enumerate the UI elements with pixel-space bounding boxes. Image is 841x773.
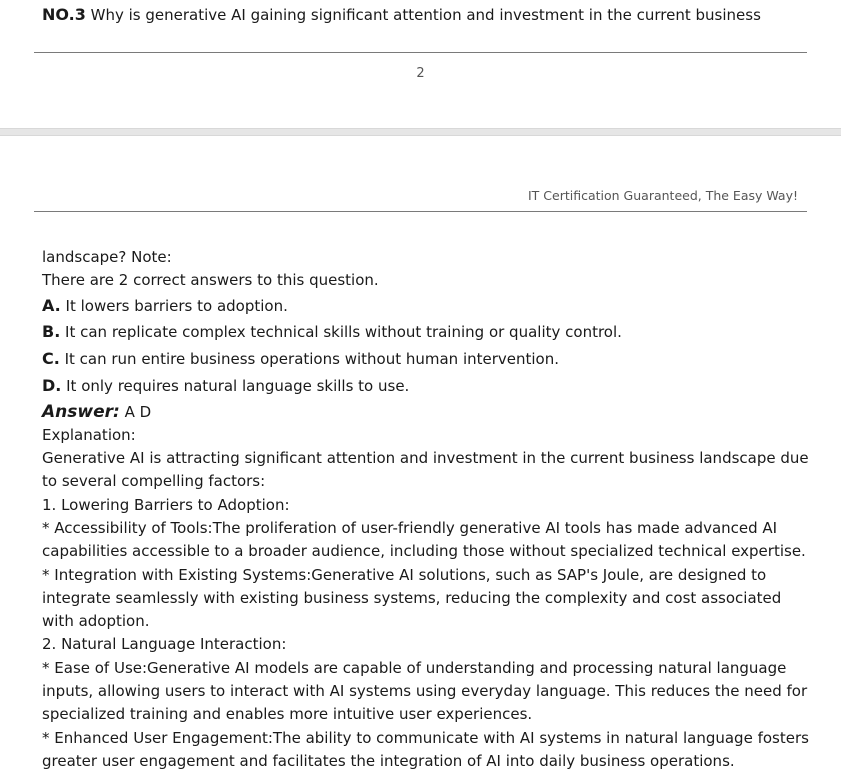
page-body: [42, 246, 812, 773]
option-text: It lowers barriers to adoption.: [60, 296, 288, 315]
explanation-paragraph: * Accessibility of Tools:The proliferation of user-friendly generative AI tools has made advanced AI capabilities accessible to a broader audience, including those without specialized technical expertise.: [42, 518, 806, 561]
explanation-heading: 1. Lowering Barriers to Adoption:: [42, 495, 290, 514]
option-b: [42, 319, 812, 346]
option-letter: D.: [42, 375, 62, 395]
explanation-paragraph: Generative AI is attracting significant attention and investment in the current business landscape due to several compelling factors:: [42, 449, 809, 491]
option-d: [42, 373, 812, 400]
option-letter: C.: [42, 349, 60, 369]
previous-page-bottom: [0, 0, 841, 128]
explanation-label: Explanation:: [42, 425, 136, 444]
footer-rule: [34, 52, 807, 53]
page-header-text: IT Certification Guaranteed, The Easy Way!: [528, 188, 798, 203]
option-text: It can replicate complex technical skills without training or quality control.: [60, 323, 622, 342]
explanation-paragraph: * Ease of Use:Generative AI models are capable of understanding and processing natural language inputs, allowing users to interact with AI systems using everyday language. This reduces the need for specialized training and enables more intuitive user experiences.: [42, 658, 808, 724]
explanation-paragraph: * Integration with Existing Systems:Generative AI solutions, such as SAP's Joule, are designed to integrate seamlessly with existing business systems, reducing the complexity and cost associated with adoption.: [42, 565, 782, 631]
explanation-heading: 2. Natural Language Interaction:: [42, 635, 287, 654]
question-heading: [42, 5, 761, 25]
option-letter: A.: [42, 295, 61, 315]
option-letter: B.: [42, 322, 61, 342]
explanation-paragraph: * Enhanced User Engagement:The ability to communicate with AI systems in natural language fosters greater user engagement and facilitates the integration of AI into daily business operations.: [42, 728, 809, 770]
option-text: It only requires natural language skills to use.: [61, 376, 410, 395]
answer-value: A D: [119, 402, 152, 421]
question-title: Why is generative AI gaining significant attention and investment in the current business: [85, 6, 761, 24]
question-number: NO.3: [42, 5, 86, 24]
option-c: [42, 346, 812, 373]
header-rule: [34, 211, 807, 212]
page-separator: [0, 128, 841, 136]
question-note: There are 2 correct answers to this question.: [42, 271, 379, 290]
question-continuation: landscape? Note:: [42, 248, 172, 266]
answer-label: Answer:: [42, 401, 120, 422]
option-text: It can run entire business operations without human intervention.: [59, 350, 560, 369]
page-number: 2: [416, 66, 425, 81]
option-a: [42, 293, 812, 320]
answer-line: [42, 400, 812, 424]
